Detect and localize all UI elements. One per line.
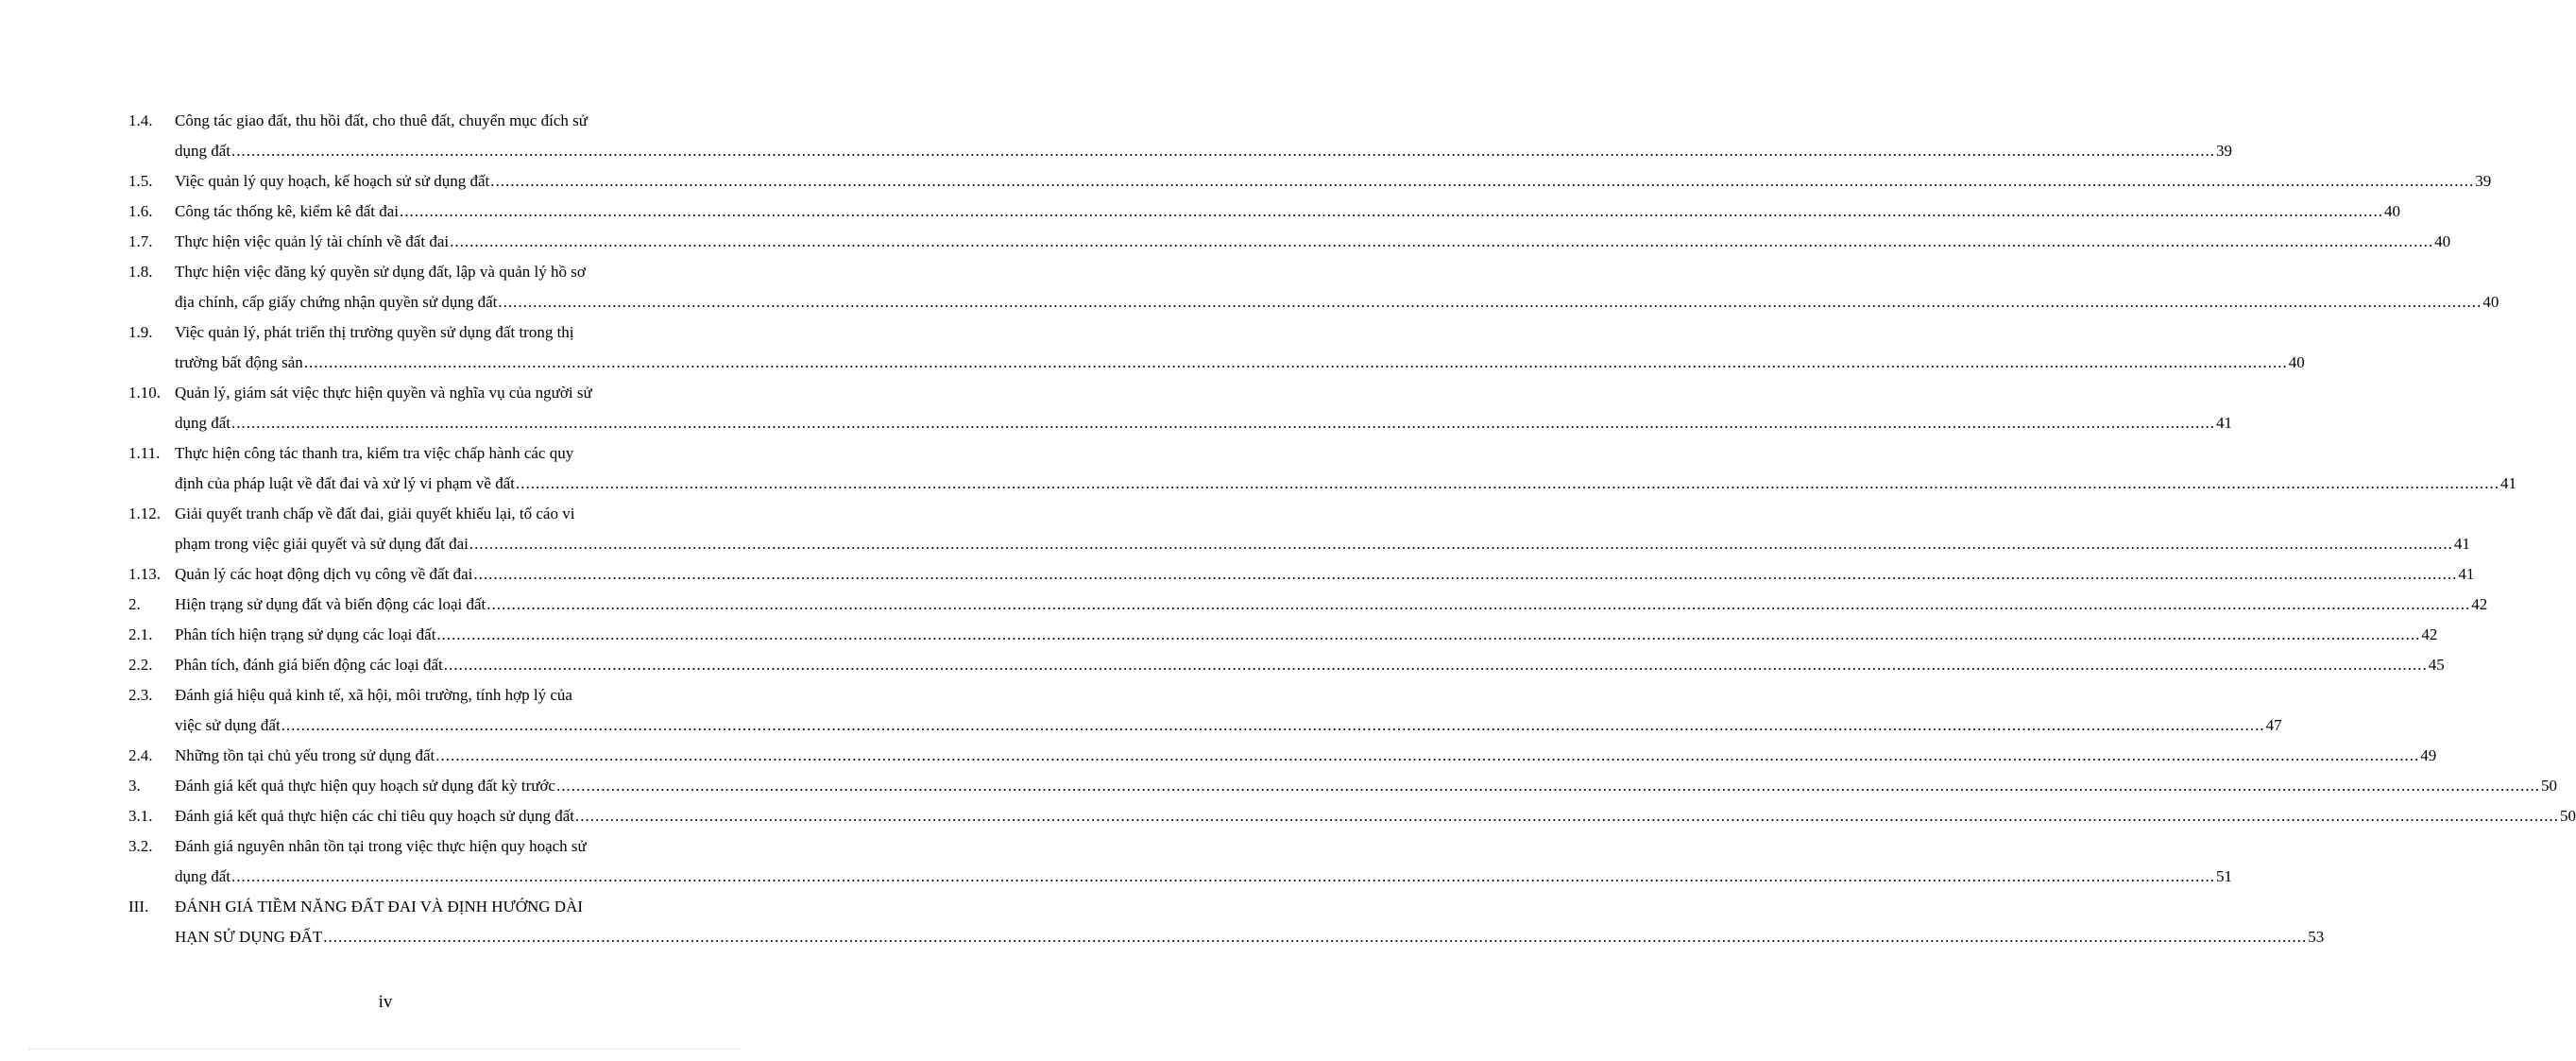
toc-entry-number: 1.7. <box>128 232 153 250</box>
toc-entry-last-line <box>175 801 2576 831</box>
toc-entry-number: 1.5. <box>128 172 153 190</box>
toc-entry-title: Phân tích, đánh giá biến động các loại đất <box>175 656 443 674</box>
toc-entry-last-line <box>175 710 2282 741</box>
toc-entry-title: Thực hiện việc quản lý tài chính về đất đai <box>175 232 450 250</box>
dot-leader: ................................................................................................................................................................................................................................................................................................................................................................................................................ <box>515 474 2499 492</box>
toc-entry-page: 51 <box>2216 867 2233 885</box>
toc-entry-text <box>175 650 2445 680</box>
toc-entry-last-line <box>175 287 2499 317</box>
toc-entry[interactable] <box>128 620 2438 650</box>
toc-entry-last-line <box>175 408 2233 438</box>
toc-entry-page: 50 <box>2540 777 2557 795</box>
toc-entry-page: 40 <box>2434 232 2451 250</box>
toc-entry-title: Phân tích hiện trạng sử dụng các loại đất <box>175 625 436 643</box>
dot-leader: ................................................................................................................................................................................................................................................................................................................................................................................................................ <box>575 807 2559 825</box>
toc-entry-last-line <box>175 529 2470 559</box>
dot-leader: ................................................................................................................................................................................................................................................................................................................................................................................................................ <box>435 746 2420 764</box>
toc-entry-text <box>175 317 2305 378</box>
toc-entry-text <box>175 590 2488 620</box>
toc-entry[interactable] <box>128 650 2445 680</box>
toc-entry-page: 47 <box>2265 716 2282 734</box>
toc-entry-last-line <box>175 469 2516 499</box>
toc-entry[interactable] <box>128 590 2488 620</box>
toc-entry[interactable] <box>128 771 2557 801</box>
toc-entry-number: 1.11. <box>128 444 161 462</box>
toc-entry[interactable] <box>128 106 2233 166</box>
page-edge-divider <box>28 1049 742 1050</box>
toc-entry[interactable] <box>128 831 2233 892</box>
toc-entry[interactable] <box>128 197 2400 227</box>
toc-entry-number: 1.8. <box>128 263 153 281</box>
toc-entry-title: Hiện trạng sử dụng đất và biến động các loại đất <box>175 595 486 613</box>
toc-entry-text <box>175 771 2557 801</box>
toc-entry-text <box>175 559 2475 590</box>
toc-entry-last-line <box>175 227 2451 257</box>
toc-entry-last-line <box>175 197 2400 227</box>
toc-entry-text <box>175 620 2438 650</box>
dot-leader: ................................................................................................................................................................................................................................................................................................................................................................................................................ <box>498 293 2482 311</box>
toc-entry[interactable] <box>128 892 2325 952</box>
toc-entry-number: 2. <box>128 595 141 613</box>
toc-entry-title: Việc quản lý quy hoạch, kế hoạch sử sử dụng đất <box>175 172 490 190</box>
toc-entry-page: 39 <box>2475 172 2492 190</box>
dot-leader: ................................................................................................................................................................................................................................................................................................................................................................................................................ <box>490 172 2475 190</box>
toc-entry-page: 41 <box>2216 414 2233 432</box>
toc-entry-title-line: Đánh giá nguyên nhân tồn tại trong việc thực hiện quy hoạch sử <box>175 837 587 855</box>
toc-entry-text <box>175 499 2470 559</box>
dot-leader: ................................................................................................................................................................................................................................................................................................................................................................................................................ <box>436 625 2421 643</box>
toc-entry-text <box>175 741 2437 771</box>
dot-leader: ................................................................................................................................................................................................................................................................................................................................................................................................................ <box>303 353 2288 371</box>
toc-entry-number: 3. <box>128 777 141 795</box>
toc-entry-text <box>175 801 2576 831</box>
toc-entry-last-line <box>175 590 2488 620</box>
toc-entry-number: 2.1. <box>128 625 153 643</box>
toc-entry-text <box>175 831 2233 892</box>
toc-entry-page: 50 <box>2560 807 2576 825</box>
toc-entry[interactable] <box>128 227 2451 257</box>
toc-entry-page: 40 <box>2384 202 2400 220</box>
dot-leader: ................................................................................................................................................................................................................................................................................................................................................................................................................ <box>469 535 2453 553</box>
toc-entry-page: 39 <box>2216 142 2233 160</box>
toc-entry[interactable] <box>128 378 2233 438</box>
toc-entry-title: phạm trong việc giải quyết và sử dụng đất đai <box>175 535 469 553</box>
toc-entry-last-line <box>175 922 2325 952</box>
toc-entry-title-line: Thực hiện công tác thanh tra, kiểm tra việc chấp hành các quy <box>175 444 574 462</box>
toc-entry-last-line <box>175 620 2438 650</box>
toc-entry-last-line <box>175 559 2475 590</box>
toc-entry-page: 40 <box>2288 353 2305 371</box>
toc-entry[interactable] <box>128 499 2470 559</box>
toc-entry-page: 42 <box>2471 595 2488 613</box>
toc-entry-title: việc sử dụng đất <box>175 716 281 734</box>
toc-entry-number: 1.4. <box>128 111 153 129</box>
toc-entry-title: Đánh giá kết quả thực hiện quy hoạch sử dụng đất kỳ trước <box>175 777 555 795</box>
toc-entry-title: HẠN SỬ DỤNG ĐẤT <box>175 928 323 946</box>
dot-leader: ................................................................................................................................................................................................................................................................................................................................................................................................................ <box>443 656 2428 674</box>
toc-entry-number: 1.12. <box>128 505 161 522</box>
dot-leader: ................................................................................................................................................................................................................................................................................................................................................................................................................ <box>231 867 2216 885</box>
toc-entry-title: trường bất động sản <box>175 353 303 371</box>
dot-leader: ................................................................................................................................................................................................................................................................................................................................................................................................................ <box>450 232 2434 250</box>
toc-entry-title-line: ĐÁNH GIÁ TIỀM NĂNG ĐẤT ĐAI VÀ ĐỊNH HƯỚNG DÀI <box>175 898 584 916</box>
toc-entry-title: Đánh giá kết quả thực hiện các chỉ tiêu quy hoạch sử dụng đất <box>175 807 574 825</box>
toc-entry-page: 41 <box>2458 565 2475 583</box>
toc-entry-last-line <box>175 166 2492 197</box>
toc-entry-page: 42 <box>2421 625 2438 643</box>
dot-leader: ................................................................................................................................................................................................................................................................................................................................................................................................................ <box>281 716 2265 734</box>
toc-entry-page: 41 <box>2499 474 2516 492</box>
toc-entry-text <box>175 197 2400 227</box>
toc-entry[interactable] <box>128 166 2492 197</box>
toc-entry-page: 49 <box>2420 746 2437 764</box>
toc-entry-number: 1.9. <box>128 323 153 341</box>
toc-entry-number: 3.1. <box>128 807 153 825</box>
toc-entry-number: 2.4. <box>128 746 153 764</box>
toc-entry-last-line <box>175 741 2437 771</box>
toc-entry-text <box>175 680 2282 741</box>
toc-entry[interactable] <box>128 257 2499 317</box>
dot-leader: ................................................................................................................................................................................................................................................................................................................................................................................................................ <box>323 928 2308 946</box>
dot-leader: ................................................................................................................................................................................................................................................................................................................................................................................................................ <box>231 142 2216 160</box>
toc-entry-page: 45 <box>2428 656 2445 674</box>
toc-entry-number: 1.6. <box>128 202 153 220</box>
toc-entry-title: dụng đất <box>175 867 231 885</box>
toc-entry-title: Công tác thống kê, kiểm kê đất đai <box>175 202 399 220</box>
dot-leader: ................................................................................................................................................................................................................................................................................................................................................................................................................ <box>486 595 2471 613</box>
page-number: iv <box>378 992 393 1012</box>
toc-entry-number: 2.3. <box>128 686 153 704</box>
toc-entry-last-line <box>175 650 2445 680</box>
toc-entry-number: 3.2. <box>128 837 153 855</box>
toc-entry-title: định của pháp luật về đất đai và xử lý vi phạm về đất <box>175 474 515 492</box>
toc-entry-last-line <box>175 771 2557 801</box>
toc-entry-text <box>175 438 2516 499</box>
toc-entry-title-line: Đánh giá hiệu quả kinh tế, xã hội, môi trường, tính hợp lý của <box>175 686 572 704</box>
toc-entry-title: Quản lý các hoạt động dịch vụ công về đất đai <box>175 565 473 583</box>
toc-entry-title: địa chính, cấp giấy chứng nhận quyền sử dụng đất <box>175 293 498 311</box>
table-of-contents <box>128 106 2576 952</box>
toc-entry-title: dụng đất <box>175 142 231 160</box>
toc-entry[interactable] <box>128 438 2516 499</box>
toc-entry-text <box>175 892 2325 952</box>
toc-entry[interactable] <box>128 741 2437 771</box>
dot-leader: ................................................................................................................................................................................................................................................................................................................................................................................................................ <box>231 414 2216 432</box>
toc-entry-last-line <box>175 348 2305 378</box>
toc-entry-title-line: Việc quản lý, phát triển thị trường quyền sử dụng đất trong thị <box>175 323 574 341</box>
toc-entry[interactable] <box>128 801 2576 831</box>
toc-entry-text <box>175 227 2451 257</box>
toc-entry-title-line: Công tác giao đất, thu hồi đất, cho thuê đất, chuyển mục đích sử <box>175 111 588 129</box>
toc-entry-page: 40 <box>2482 293 2499 311</box>
toc-entry-text <box>175 106 2233 166</box>
dot-leader: ................................................................................................................................................................................................................................................................................................................................................................................................................ <box>400 202 2383 220</box>
dot-leader: ................................................................................................................................................................................................................................................................................................................................................................................................................ <box>473 565 2458 583</box>
dot-leader: ................................................................................................................................................................................................................................................................................................................................................................................................................ <box>555 777 2540 795</box>
toc-entry-number: 2.2. <box>128 656 153 674</box>
toc-entry-last-line <box>175 136 2233 166</box>
toc-entry-number: III. <box>128 898 149 916</box>
toc-entry-page: 53 <box>2308 928 2325 946</box>
toc-entry[interactable] <box>128 317 2305 378</box>
toc-entry-text <box>175 257 2499 317</box>
toc-entry-title-line: Quản lý, giám sát việc thực hiện quyền và nghĩa vụ của người sử <box>175 384 592 402</box>
toc-entry-text <box>175 378 2233 438</box>
toc-entry[interactable] <box>128 680 2282 741</box>
toc-entry-number: 1.13. <box>128 565 161 583</box>
toc-entry-text <box>175 166 2492 197</box>
toc-entry-title: dụng đất <box>175 414 231 432</box>
toc-entry-last-line <box>175 862 2233 892</box>
toc-entry-title-line: Thực hiện việc đăng ký quyền sử dụng đất, lập và quản lý hồ sơ <box>175 263 586 281</box>
toc-entry-number: 1.10. <box>128 384 161 402</box>
toc-entry-page: 41 <box>2453 535 2470 553</box>
toc-entry[interactable] <box>128 559 2475 590</box>
toc-entry-title-line: Giải quyết tranh chấp về đất đai, giải quyết khiếu lại, tố cáo vi <box>175 505 575 522</box>
toc-entry-title: Những tồn tại chủ yếu trong sử dụng đất <box>175 746 435 764</box>
